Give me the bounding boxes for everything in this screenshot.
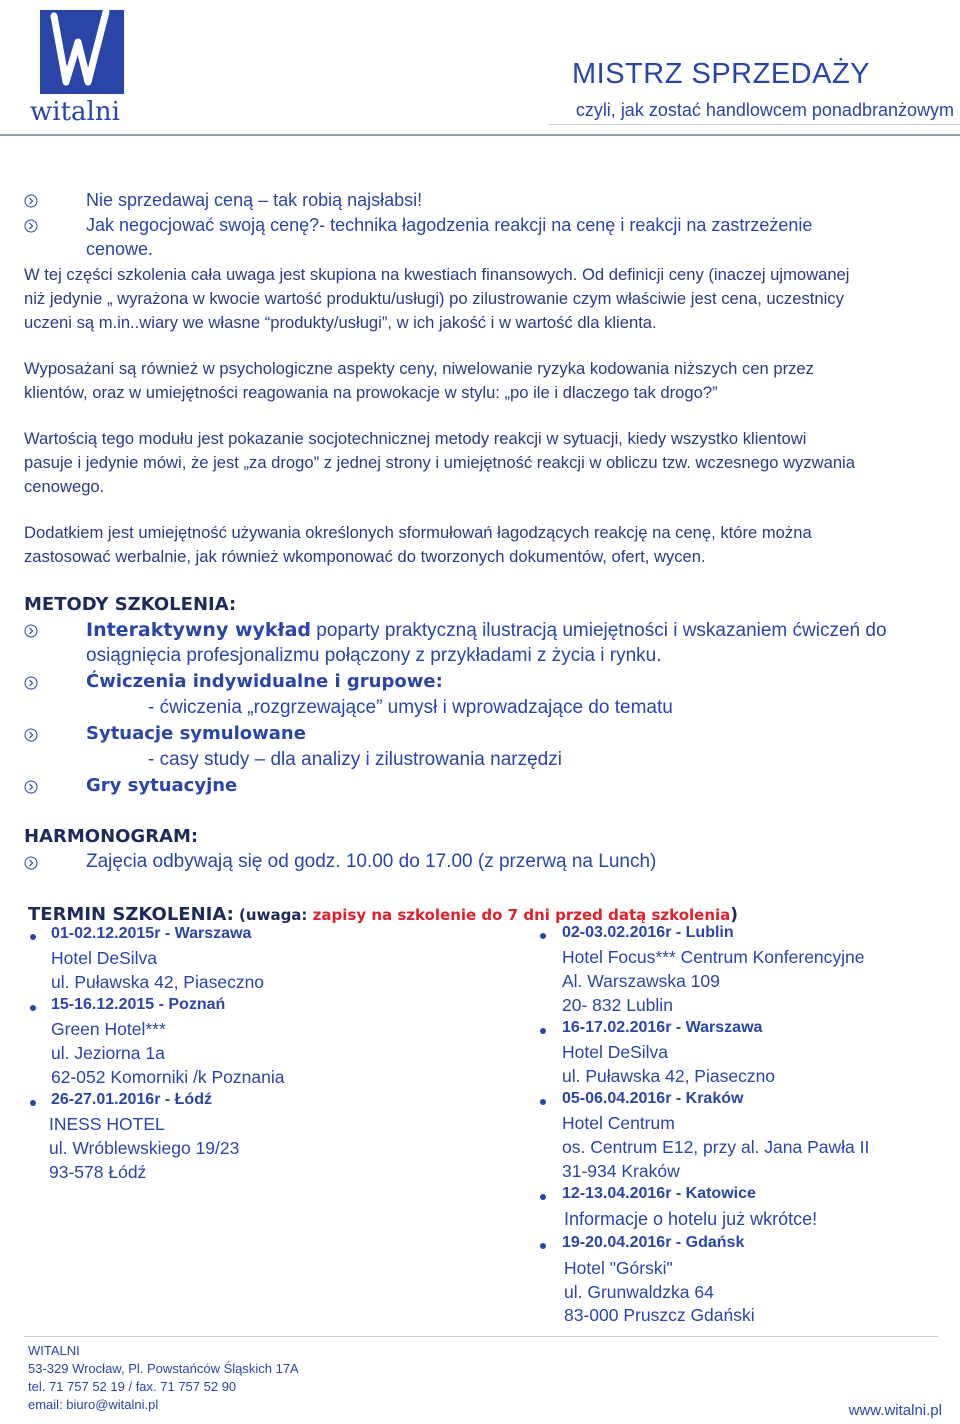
left-line: Green Hotel*** — [51, 1019, 166, 1039]
metody-heading: METODY SZKOLENIA: — [24, 594, 237, 615]
metoda-3-sub: - casy study – dla analizy i zilustrowania narzędzi — [148, 749, 562, 770]
termin-note-close: ) — [730, 905, 739, 925]
bullet-dot — [540, 1194, 546, 1200]
header-divider — [0, 134, 960, 136]
metoda-4: Gry sytuacyjne — [86, 775, 238, 796]
paragraph-line: klientów, oraz w umiejętności reagowania na prowokacje w stylu: „po ile i dlaczego tak drogo?” — [24, 383, 718, 402]
paragraph-line: zastosować werbalnie, jak również wkomponować do tworzonych dokumentów, ofert, wycen. — [24, 547, 706, 566]
subtitle-divider — [548, 124, 960, 125]
right-line: Al. Warszawska 109 — [562, 971, 720, 991]
bullet-dot — [540, 1028, 546, 1034]
left-line: ul. Puławska 42, Piaseczno — [51, 972, 265, 992]
paragraph-line: pasuje i jedynie mówi, że jest „za drogo” z jednej strony i umiejętność reakcji w obliczu tzw. wczesnego wyzwania — [24, 453, 855, 472]
right-date-1: 02-03.02.2016r - Lublin — [562, 924, 734, 941]
right-line: Informacje o hotelu już wkrótce! — [564, 1209, 818, 1229]
paragraph-line: Dodatkiem jest umiejętność używania określonych sformułowań łagodzących reakcję na cenę, które można — [24, 523, 812, 542]
right-line: ul. Puławska 42, Piaseczno — [562, 1066, 776, 1086]
footer-divider — [24, 1336, 938, 1337]
left-line: ul. Wróblewskiego 19/23 — [49, 1138, 240, 1158]
left-line: ul. Jeziorna 1a — [51, 1043, 165, 1063]
right-line: os. Centrum E12, przy al. Jana Pawła II — [562, 1137, 870, 1157]
left-date-1: 01-02.12.2015r - Warszawa — [51, 925, 252, 942]
bullet-dot — [540, 1099, 546, 1105]
chevron-right-icon — [24, 780, 38, 794]
bullet-dot — [540, 1243, 546, 1249]
page-title: MISTRZ SPRZEDAŻY — [571, 58, 870, 90]
right-line: 83-000 Pruszcz Gdański — [564, 1305, 755, 1325]
paragraph-line: Wartością tego modułu jest pokazanie socjotechnicznej metody reakcji w sytuacji, kiedy wszystko klientowi — [24, 429, 807, 448]
termin-heading: TERMIN SZKOLENIA: — [28, 904, 234, 925]
right-line: Hotel DeSilva — [562, 1042, 669, 1062]
right-date-4: 12-13.04.2016r - Katowice — [562, 1185, 756, 1202]
metoda-2-sub: - ćwiczenia „rozgrzewające” umysł i wprowadzające do tematu — [148, 697, 673, 718]
website-link[interactable]: www.witalni.pl — [848, 1402, 942, 1419]
left-line: Hotel DeSilva — [51, 948, 158, 968]
chevron-right-icon — [24, 219, 38, 233]
bullet-dot — [540, 933, 546, 939]
left-line: 93-578 Łódź — [49, 1162, 147, 1182]
logo-text: witalni — [30, 97, 120, 126]
termin-note-red: zapisy na szkolenie do 7 dni przed datą szkolenia — [312, 906, 731, 924]
paragraph-line: cenowego. — [24, 477, 105, 496]
metoda-3: Sytuacje symulowane — [86, 723, 306, 744]
footer-email[interactable]: email: biuro@witalni.pl — [28, 1397, 159, 1412]
right-date-3: 05-06.04.2016r - Kraków — [562, 1090, 744, 1107]
chevron-right-icon — [24, 194, 38, 208]
chevron-right-icon — [24, 624, 38, 638]
right-date-2: 16-17.02.2016r - Warszawa — [562, 1019, 763, 1036]
header — [0, 0, 960, 136]
termin-note-open: (uwaga: — [233, 906, 313, 924]
chevron-right-icon — [24, 676, 38, 690]
paragraph-4 — [24, 521, 938, 569]
paragraph-1 — [24, 263, 938, 335]
chevron-right-icon — [24, 856, 38, 870]
footer-address: 53-329 Wrocław, Pl. Powstańców Śląskich 17A — [28, 1361, 299, 1376]
right-line: Hotel "Górski" — [564, 1258, 673, 1278]
paragraph-line: W tej części szkolenia cała uwaga jest skupiona na kwestiach finansowych. Od definicji ceny (inaczej ujmowanej — [24, 265, 850, 284]
chevron-right-icon — [24, 728, 38, 742]
paragraph-line: Wyposażani są również w psychologiczne aspekty ceny, niwelowanie ryzyka kodowania niższych cen przez — [24, 359, 814, 378]
left-line: 62-052 Komorniki /k Poznania — [51, 1067, 285, 1087]
metoda-1-bold: Interaktywny wykład — [86, 619, 311, 641]
bullet-dot — [30, 934, 36, 940]
left-date-3: 26-27.01.2016r - Łódź — [51, 1091, 212, 1108]
paragraph-line: uczeni są m.in..wiary we własne “produkty/usługi”, w ich jakość i w wartość dla klienta. — [24, 313, 657, 332]
paragraph-line: niż jedynie „ wyrażona w kwocie wartość produktu/usługi) po zilustrowanie czym właściwie jest cena, uczestnicy — [24, 289, 844, 308]
intro-bullet-1: Nie sprzedawaj ceną – tak robią najsłabsi! — [86, 190, 423, 210]
bullet-dot — [30, 1100, 36, 1106]
footer-company: WITALNI — [28, 1343, 80, 1358]
page-subtitle: czyli, jak zostać handlowcem ponadbranżowym — [575, 100, 954, 120]
right-line: ul. Grunwaldzka 64 — [564, 1282, 714, 1302]
paragraph-2 — [24, 357, 938, 405]
paragraph-3 — [24, 427, 938, 499]
bullet-dot — [30, 1005, 36, 1011]
left-line: INESS HOTEL — [49, 1114, 165, 1134]
metoda-1-rest: poparty praktyczną ilustracją umiejętności i wskazaniem ćwiczeń do — [311, 620, 887, 641]
metoda-1-cont: osiągnięcia profesjonalizmu połączony z przykładami z życia i rynku. — [86, 645, 662, 666]
footer-phone: tel. 71 757 52 19 / fax. 71 757 52 90 — [28, 1379, 237, 1394]
witalni-logo — [26, 2, 136, 126]
metoda-2: Ćwiczenia indywidualne i grupowe: — [86, 671, 443, 692]
intro-bullet-2: Jak negocjować swoją cenę?- technika łagodzenia reakcji na cenę i reakcji na zastrzeżenie — [86, 215, 813, 235]
right-line: Hotel Focus*** Centrum Konferencyjne — [562, 947, 865, 967]
intro-bullet-2-cont: cenowe. — [86, 239, 154, 259]
right-line: 31-934 Kraków — [562, 1161, 680, 1181]
right-date-5: 19-20.04.2016r - Gdańsk — [562, 1234, 745, 1251]
termin-heading-row — [28, 904, 738, 925]
harmonogram-heading: HARMONOGRAM: — [24, 826, 199, 847]
metoda-1 — [86, 619, 887, 642]
right-line: 20- 832 Lublin — [562, 995, 673, 1015]
left-date-2: 15-16.12.2015 - Poznań — [51, 996, 226, 1013]
harmonogram-line: Zajęcia odbywają się od godz. 10.00 do 17.00 (z przerwą na Lunch) — [86, 851, 657, 872]
right-line: Hotel Centrum — [562, 1113, 675, 1133]
